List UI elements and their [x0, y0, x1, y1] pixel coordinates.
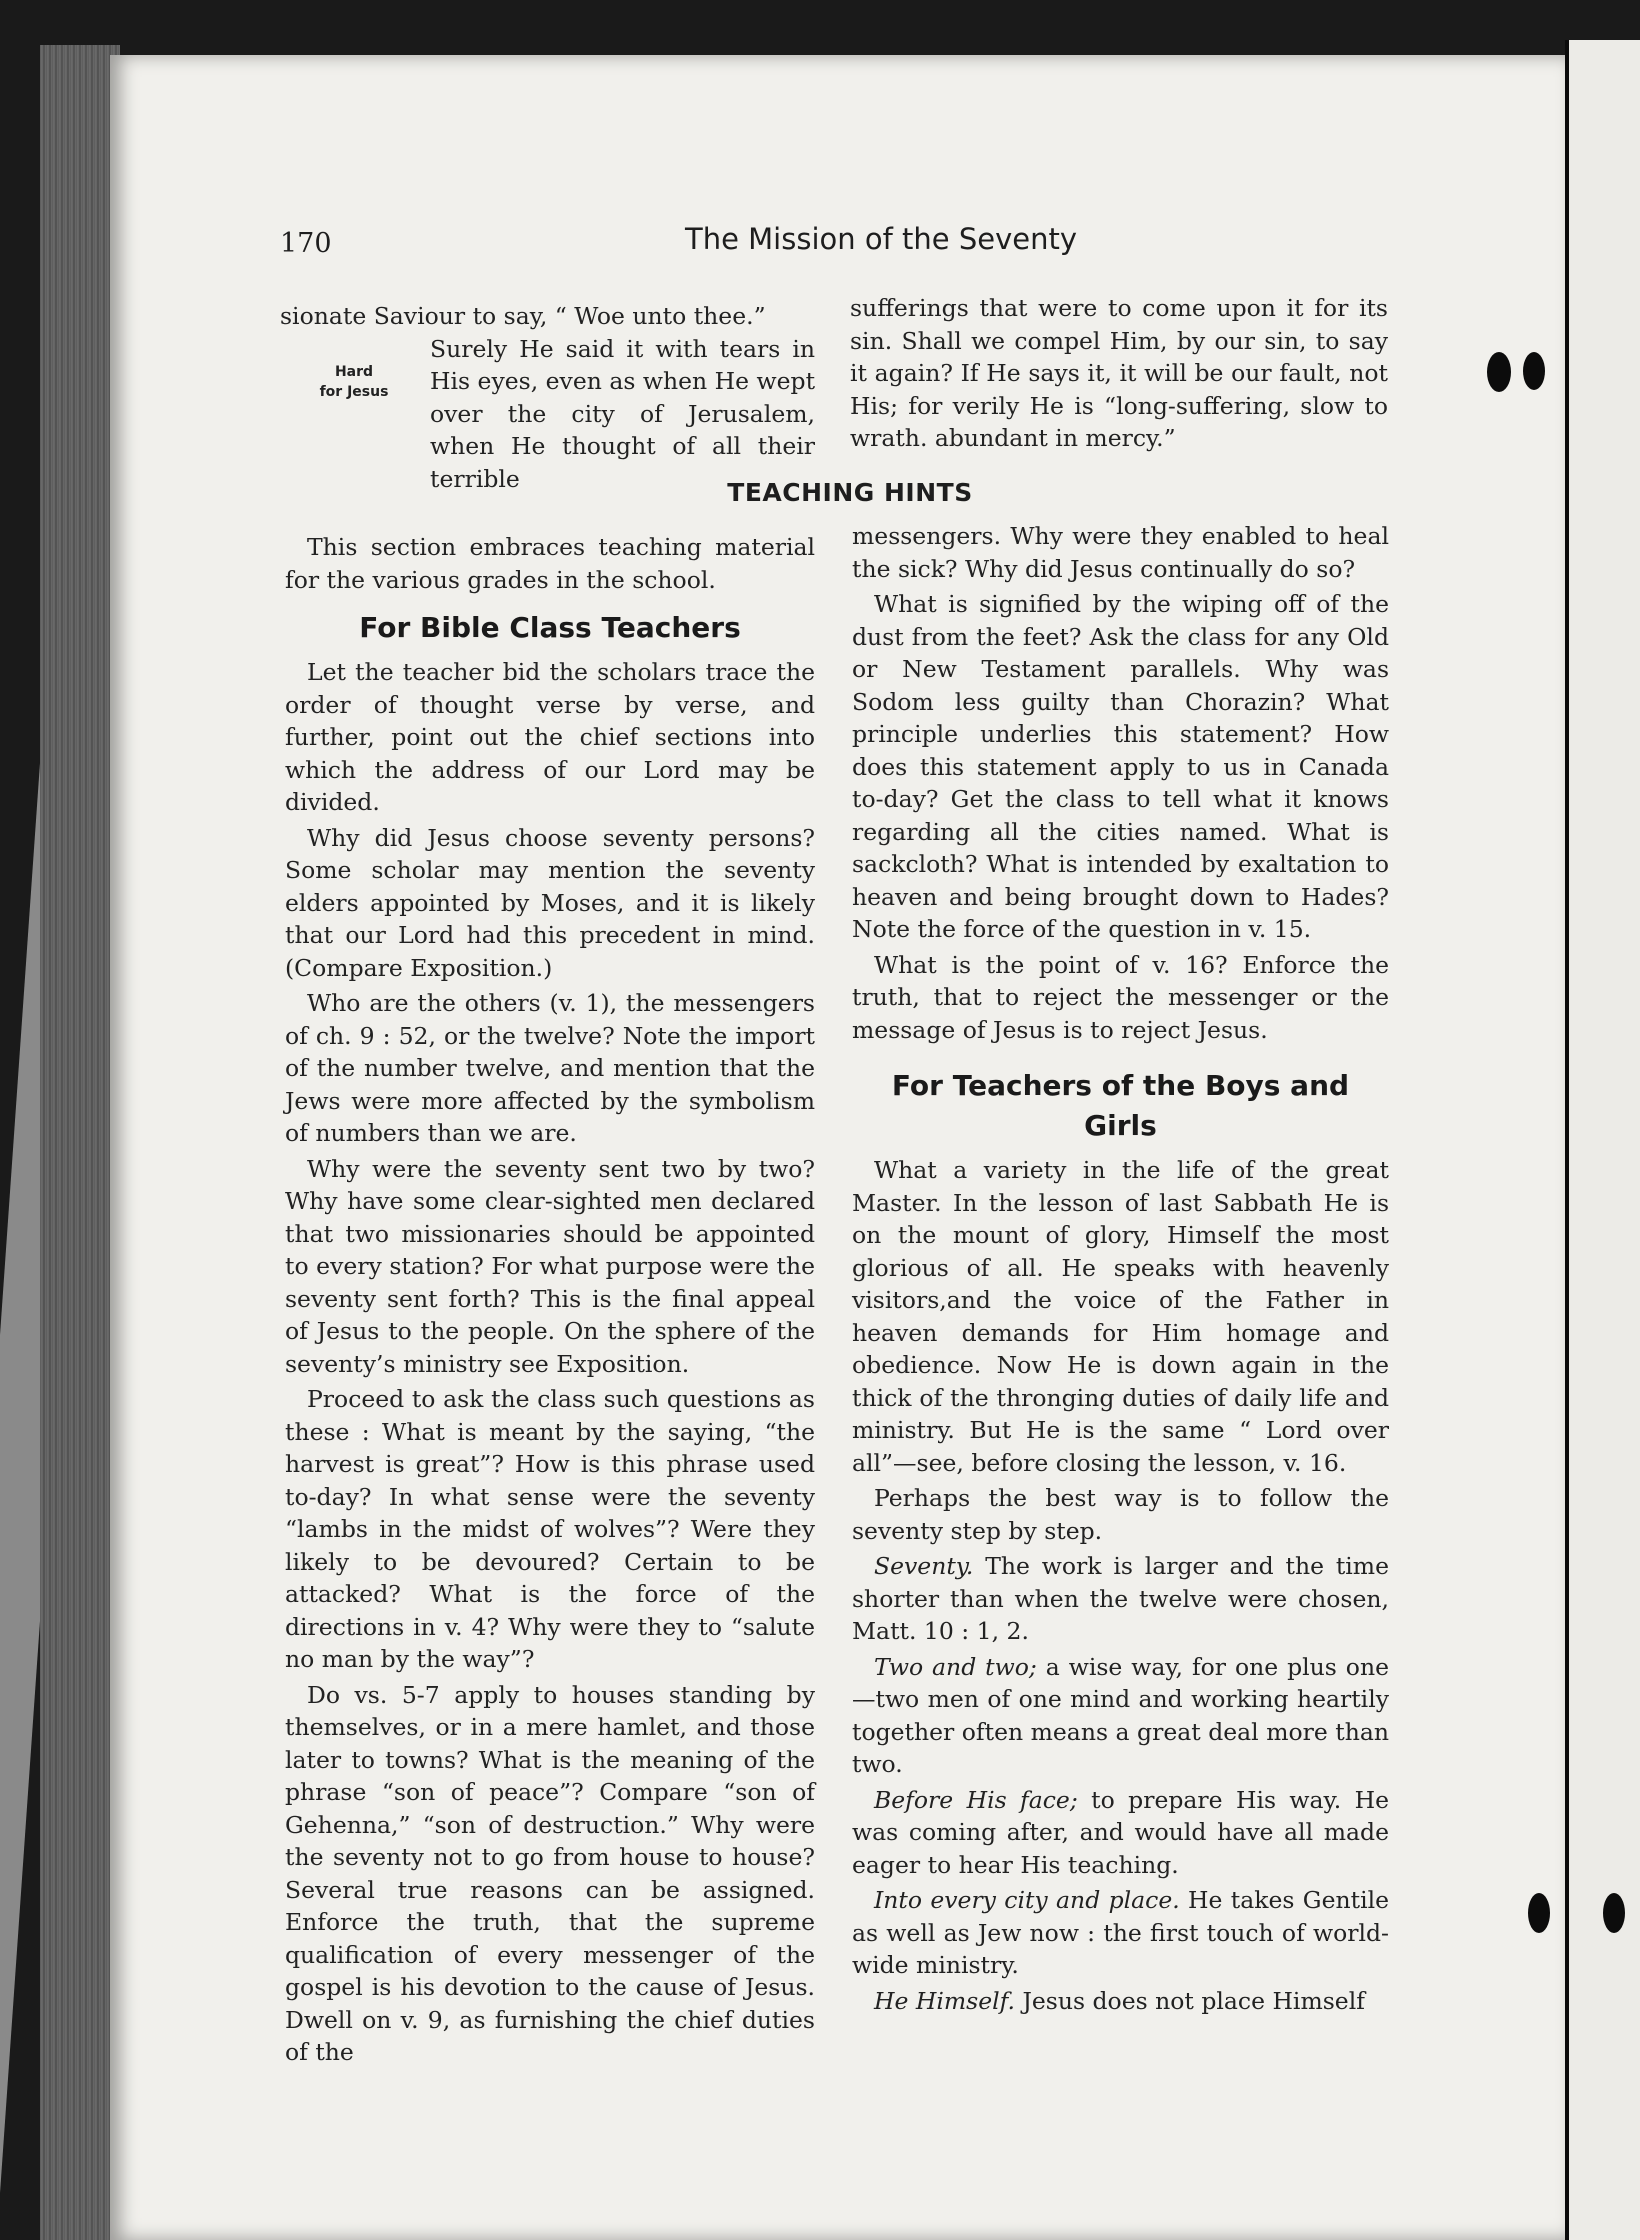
binding-hole: [1603, 1893, 1625, 1933]
binding-hole: [1523, 352, 1545, 390]
emphasis: He Himself.: [874, 1986, 1015, 2015]
paragraph: [852, 1550, 1389, 1648]
section-heading: TEACHING HINTS: [727, 478, 973, 507]
paragraph: Let the teacher bid the scholars trace the order of thought verse by verse, and further, point out the chief sections into which the address of our Lord may be divided.: [285, 658, 815, 816]
left-column: [285, 528, 815, 2069]
margin-note: [308, 362, 400, 402]
paragraph: What is signified by the wiping off of the dust from the feet? Ask the class for any Old or New Testament parallels. Why was Sodom less guilty than Chorazin? What principle underlies this statement? How does this statement apply to us in Canada to-day? Get the class to tell what it knows regarding all the cities named. What is sackcloth? What is intended by exaltation to heaven and being brought down to Hades? Note the force of the question in v. 15.: [852, 590, 1389, 943]
paragraph-text: The work is larger and the time shorter than when the twelve were chosen, Matt. 10 : 1, 2.: [852, 1552, 1389, 1645]
paragraph-text: He takes Gentile as well as Jew now : the first touch of world-wide ministry.: [852, 1886, 1390, 1979]
paragraph: [852, 1651, 1389, 1781]
intro-left-line: sionate Saviour to say, “ Woe unto thee.”: [280, 302, 766, 330]
book-page-edges: [40, 45, 120, 2240]
paragraph: Proceed to ask the class such questions as these : What is meant by the saying, “the harvest is great”? How is this phrase used to-day? In what sense were the seventy “lambs in the midst of wolves”? Were they likely to be devoured? Certain to be attacked? What is the force of the directions in v. 4? Why were they to “salute no man by the way”?: [285, 1385, 815, 1673]
subheading: For Teachers of the Boys and Girls: [891, 1069, 1350, 1142]
emphasis: Before His face;: [874, 1785, 1078, 1814]
paragraph: [852, 1985, 1389, 2018]
paragraph: What is the point of v. 16? Enforce the truth, that to reject the messenger or the message of Jesus is to reject Jesus.: [852, 950, 1389, 1044]
paragraph: Who are the others (v. 1), the messengers of ch. 9 : 52, or the twelve? Note the import of the number twelve, and mention that the Jews were more affected by the symbolism of numbers than we are.: [285, 989, 815, 1147]
paragraph: Do vs. 5-7 apply to houses standing by themselves, or in a mere hamlet, and those later to towns? What is the meaning of the phrase “son of peace”? Compare “son of Gehenna,” “son of destruction.” Why were the seventy not to go from house to house? Several true reasons can be assigned. Enforce the truth, that the supreme qualification of every messenger of the gospel is his devotion to the cause of Jesus. Dwell on v. 9, as furnishing the chief duties of the: [285, 1680, 815, 2066]
paragraph: [852, 1784, 1389, 1882]
page-number: 170: [280, 228, 332, 259]
paragraph-text: a wise way, for one plus one—two men of one mind and working heartily together often means a great deal more than two.: [852, 1652, 1389, 1778]
emphasis: Into every city and place.: [874, 1886, 1180, 1914]
margin-note-line: Hard: [334, 364, 374, 380]
page-title: The Mission of the Seventy: [685, 222, 1077, 256]
right-column: [852, 520, 1389, 2017]
intro-right: [850, 292, 1388, 455]
paragraph: [852, 1884, 1389, 1982]
page-header: [170, 222, 1370, 268]
emphasis: Two and two;: [874, 1652, 1037, 1681]
binding-hole: [1528, 1893, 1550, 1933]
paragraph-text: to prepare His way. He was coming after, and would have all made eager to hear His teaching.: [852, 1785, 1389, 1879]
paragraph: Perhaps the best way is to follow the seventy step by step.: [852, 1484, 1389, 1545]
paragraph: messengers. Why were they enabled to heal the sick? Why did Jesus continually do so?: [852, 522, 1389, 583]
emphasis: Seventy.: [874, 1552, 974, 1580]
intro-right-text: sufferings that were to come upon it for its sin. Shall we compel Him, by our sin, to say it again? If He says it, it will be our fault, not His; for verily He is “long-suffering, slow to wrath. abundant in mercy.”: [850, 294, 1388, 452]
paragraph: Why did Jesus choose seventy persons? Some scholar may mention the seventy elders appointed by Moses, and it is likely that our Lord had this precedent in mind. (Compare Exposition.): [285, 823, 815, 982]
intro-left-wrapped: Surely He said it with tears in His eyes, even as when He wept over the city of Jerusalem, when He thought of all their terrible: [430, 334, 816, 493]
subheading: For Bible Class Teachers: [359, 611, 741, 644]
paragraph: What a variety in the life of the great Master. In the lesson of last Sabbath He is on the mount of glory, Himself the most glorious of all. He speaks with heavenly visitors,and the voice of the Father in heaven demands for Him homage and obedience. Now He is down again in the thick of the thronging duties of daily life and ministry. But He is the same “ Lord over all”—see, before closing the lesson, v. 16.: [852, 1156, 1389, 1477]
paragraph-text: Jesus does not place Himself: [1014, 1986, 1365, 2015]
binding-hole: [1487, 352, 1511, 392]
margin-note-line: for Jesus: [319, 384, 389, 400]
paragraph: This section embraces teaching material for the various grades in the school.: [285, 533, 815, 594]
paragraph: Why were the seventy sent two by two? Why have some clear-sighted men declared that two missionaries should be appointed to every station? For what purpose were the seventy sent forth? This is the final appeal of Jesus to the people. On the sphere of the seventy’s ministry see Exposition.: [285, 1154, 815, 1378]
